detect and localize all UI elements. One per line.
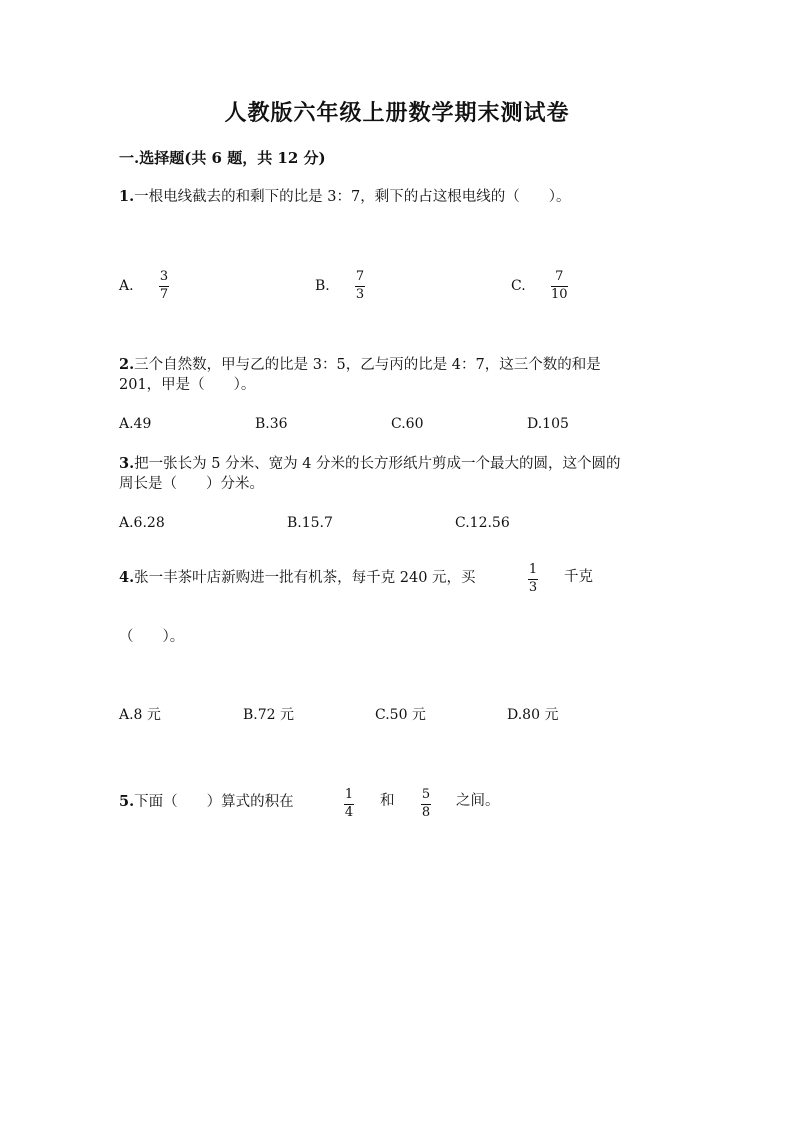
question-number: 5. <box>119 793 135 810</box>
option-b-label: B. <box>315 278 330 294</box>
question-1 <box>119 186 570 208</box>
question-5-text-after: 之间。 <box>456 793 500 809</box>
page-title: 人教版六年级上册数学期末测试卷 <box>224 100 570 126</box>
fraction-denominator: 10 <box>551 287 568 302</box>
question-number: 3. <box>119 455 135 472</box>
fraction-denominator: 7 <box>159 287 169 302</box>
question-text: 一根电线截去的和剩下的比是 3：7，剩下的占这根电线的（ ）。 <box>134 189 571 205</box>
fraction-denominator: 4 <box>344 805 354 820</box>
section-heading: 一.选择题(共 6 题，共 12 分) <box>119 149 326 167</box>
fraction-denominator: 8 <box>421 805 431 820</box>
question-text: 张一丰茶叶店新购进一批有机茶，每千克 240 元，买 <box>134 570 476 586</box>
question-2 <box>119 354 601 376</box>
question-2-line2: 201，甲是（ ）。 <box>119 377 256 393</box>
option-c: C.12.56 <box>455 515 510 531</box>
question-4-fraction <box>528 563 538 595</box>
fraction-numerator: 7 <box>555 269 564 284</box>
option-a: A.6.28 <box>119 515 165 531</box>
question-5-text-mid: 和 <box>380 793 395 809</box>
option-c: C.50 元 <box>375 707 426 723</box>
fraction-denominator: 3 <box>355 287 365 302</box>
question-4 <box>119 567 476 589</box>
question-5-fraction-2 <box>421 788 431 820</box>
question-text: 下面（ ）算式的积在 <box>134 794 294 810</box>
option-c-fraction <box>551 270 568 302</box>
option-b-fraction <box>355 270 365 302</box>
question-4-text-after: 千克 <box>564 569 593 585</box>
option-b: B.72 元 <box>243 707 295 723</box>
option-a-fraction <box>159 270 169 302</box>
question-text-line1: 三个自然数，甲与乙的比是 3：5，乙与丙的比是 4：7，这三个数的和是 <box>134 357 601 373</box>
option-a: A.8 元 <box>119 707 161 723</box>
fraction-numerator: 1 <box>344 787 354 802</box>
fraction-numerator: 5 <box>421 787 431 802</box>
question-text-line1: 把一张长为 5 分米、宽为 4 分米的长方形纸片剪成一个最大的圆，这个圆的 <box>134 456 621 472</box>
fraction-numerator: 3 <box>159 269 169 284</box>
option-c: C.60 <box>391 416 424 432</box>
question-number: 2. <box>119 356 135 373</box>
option-a: A.49 <box>119 416 152 432</box>
question-3-line2: 周长是（ ）分米。 <box>119 476 264 492</box>
fraction-numerator: 1 <box>528 562 538 577</box>
question-5 <box>119 791 294 813</box>
question-4-line2: （ ）。 <box>119 629 185 645</box>
question-number: 1. <box>119 188 135 205</box>
question-5-fraction-1 <box>344 788 354 820</box>
question-number: 4. <box>119 569 135 586</box>
option-a-label: A. <box>119 278 134 294</box>
option-d: D.105 <box>527 416 569 432</box>
fraction-numerator: 7 <box>355 269 365 284</box>
question-3 <box>119 453 621 475</box>
option-b: B.15.7 <box>287 515 333 531</box>
option-b: B.36 <box>255 416 288 432</box>
option-d: D.80 元 <box>507 707 559 723</box>
option-c-label: C. <box>511 278 526 294</box>
fraction-denominator: 3 <box>528 580 538 595</box>
